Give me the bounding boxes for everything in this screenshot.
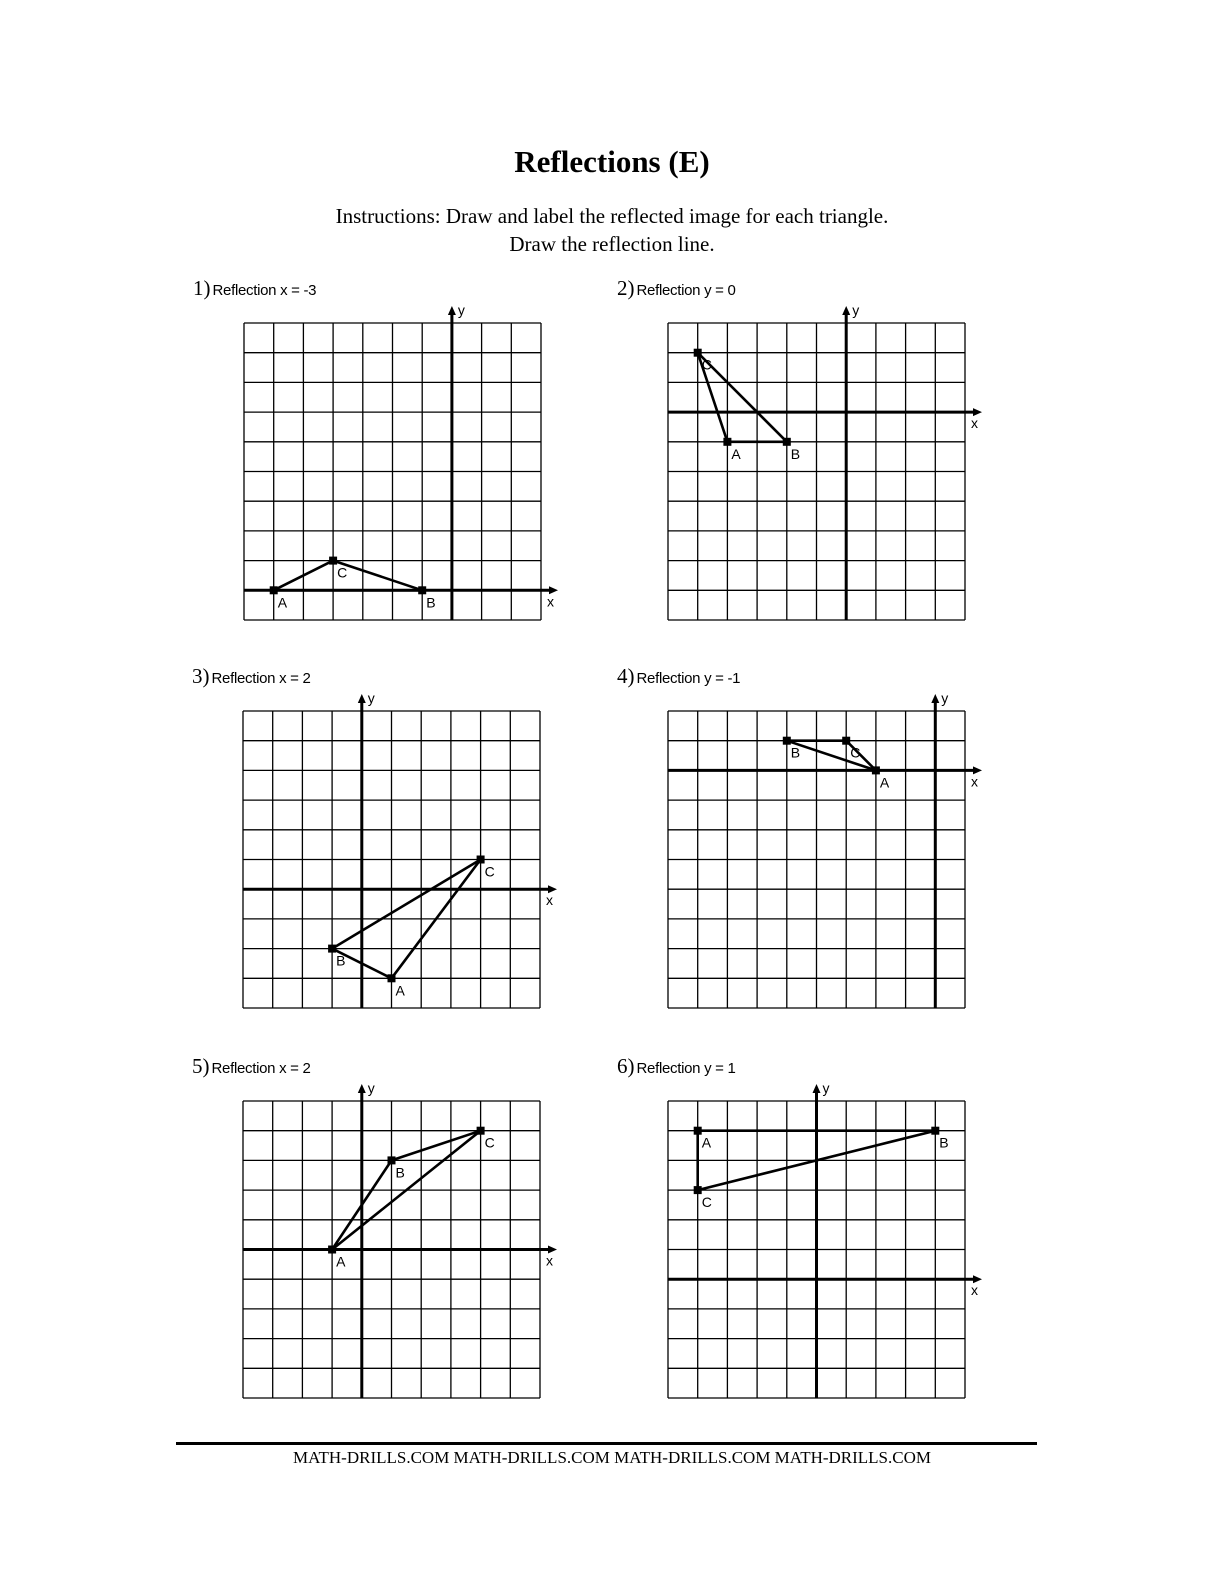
vertex-label-a: A xyxy=(277,594,288,611)
problem-instruction: Reflection y = 1 xyxy=(636,1060,736,1077)
vertex-label-b: B xyxy=(426,594,436,611)
coordinate-grid[interactable] xyxy=(617,665,997,1035)
vertex-label-c: C xyxy=(484,863,495,880)
vertex-label-c: C xyxy=(850,744,861,761)
coordinate-grid[interactable] xyxy=(192,665,572,1035)
vertex-point-c xyxy=(694,1186,702,1194)
vertex-label-b: B xyxy=(395,1164,405,1181)
y-axis-label: y xyxy=(457,302,465,318)
vertex-label-c: C xyxy=(701,356,712,373)
vertex-point-b xyxy=(931,1127,939,1135)
x-axis-label: x xyxy=(547,593,554,610)
problem-instruction: Reflection x = 2 xyxy=(211,670,311,687)
footer-text: MATH-DRILLS.COM MATH-DRILLS.COM MATH-DRILLS.COM MATH-DRILLS.COM xyxy=(293,1448,931,1467)
vertex-point-a xyxy=(328,1246,336,1254)
triangle xyxy=(787,741,876,771)
vertex-label-b: B xyxy=(790,744,801,761)
vertex-point-c xyxy=(329,557,337,565)
footer-rule xyxy=(176,1442,1037,1445)
vertex-point-b xyxy=(783,737,791,745)
vertex-label-a: A xyxy=(336,1253,346,1270)
problem-instruction: Reflection y = -1 xyxy=(636,670,741,687)
problem-instruction: Reflection y = 0 xyxy=(636,282,736,299)
vertex-point-c xyxy=(477,1127,485,1135)
vertex-point-c xyxy=(477,856,485,864)
x-axis-label: x xyxy=(971,1282,978,1299)
x-axis-label: x xyxy=(546,892,553,909)
vertex-point-a xyxy=(270,586,278,594)
y-axis-label: y xyxy=(852,302,860,318)
y-axis-arrow xyxy=(358,694,366,703)
vertex-label-c: C xyxy=(701,1194,712,1211)
problem-3 xyxy=(192,665,572,1035)
vertex-point-b xyxy=(388,1156,396,1164)
y-axis-label: y xyxy=(367,690,375,706)
x-axis-label: x xyxy=(971,415,978,432)
x-axis-label: x xyxy=(546,1252,553,1269)
instructions-line-1: Instructions: Draw and label the reflected image for each triangle. xyxy=(335,204,889,228)
vertex-point-c xyxy=(694,349,702,357)
coordinate-grid[interactable] xyxy=(192,1055,572,1425)
problem-2 xyxy=(617,277,997,647)
y-axis-arrow xyxy=(448,306,456,315)
y-axis-arrow xyxy=(931,694,939,703)
vertex-label-a: A xyxy=(395,982,405,999)
x-axis-label: x xyxy=(971,773,978,790)
problem-5 xyxy=(192,1055,572,1425)
vertex-point-a xyxy=(694,1127,702,1135)
coordinate-grid[interactable] xyxy=(193,277,573,647)
y-axis-label: y xyxy=(822,1080,830,1096)
y-axis-arrow xyxy=(813,1084,821,1093)
problem-number: 2) xyxy=(617,276,635,300)
problem-number: 5) xyxy=(192,1054,210,1078)
problem-number: 4) xyxy=(617,664,635,688)
page-title: Reflections (E) xyxy=(514,144,710,179)
vertex-point-c xyxy=(842,737,850,745)
coordinate-grid[interactable] xyxy=(617,1055,997,1425)
problem-6 xyxy=(617,1055,997,1425)
triangle xyxy=(274,561,423,591)
problem-4 xyxy=(617,665,997,1035)
y-axis-arrow xyxy=(358,1084,366,1093)
vertex-label-b: B xyxy=(336,952,346,969)
coordinate-grid[interactable] xyxy=(617,277,997,647)
vertex-point-a xyxy=(723,438,731,446)
problem-number: 1) xyxy=(193,276,211,300)
instructions-line-2: Draw the reflection line. xyxy=(509,232,715,256)
vertex-point-a xyxy=(872,766,880,774)
problem-1 xyxy=(193,277,573,647)
vertex-label-b: B xyxy=(790,445,801,462)
vertex-label-c: C xyxy=(484,1134,495,1151)
y-axis-label: y xyxy=(941,690,949,706)
vertex-label-a: A xyxy=(701,1134,712,1151)
vertex-point-b xyxy=(418,586,426,594)
problem-instruction: Reflection x = 2 xyxy=(211,1060,311,1077)
vertex-point-a xyxy=(388,974,396,982)
y-axis-arrow xyxy=(842,306,850,315)
vertex-point-b xyxy=(783,438,791,446)
vertex-point-b xyxy=(328,945,336,953)
vertex-label-a: A xyxy=(879,774,890,791)
problem-instruction: Reflection x = -3 xyxy=(212,282,317,299)
y-axis-label: y xyxy=(367,1080,375,1096)
vertex-label-a: A xyxy=(731,445,741,462)
vertex-label-c: C xyxy=(337,564,348,581)
problem-number: 3) xyxy=(192,664,210,688)
vertex-label-b: B xyxy=(939,1134,949,1151)
problem-number: 6) xyxy=(617,1054,635,1078)
